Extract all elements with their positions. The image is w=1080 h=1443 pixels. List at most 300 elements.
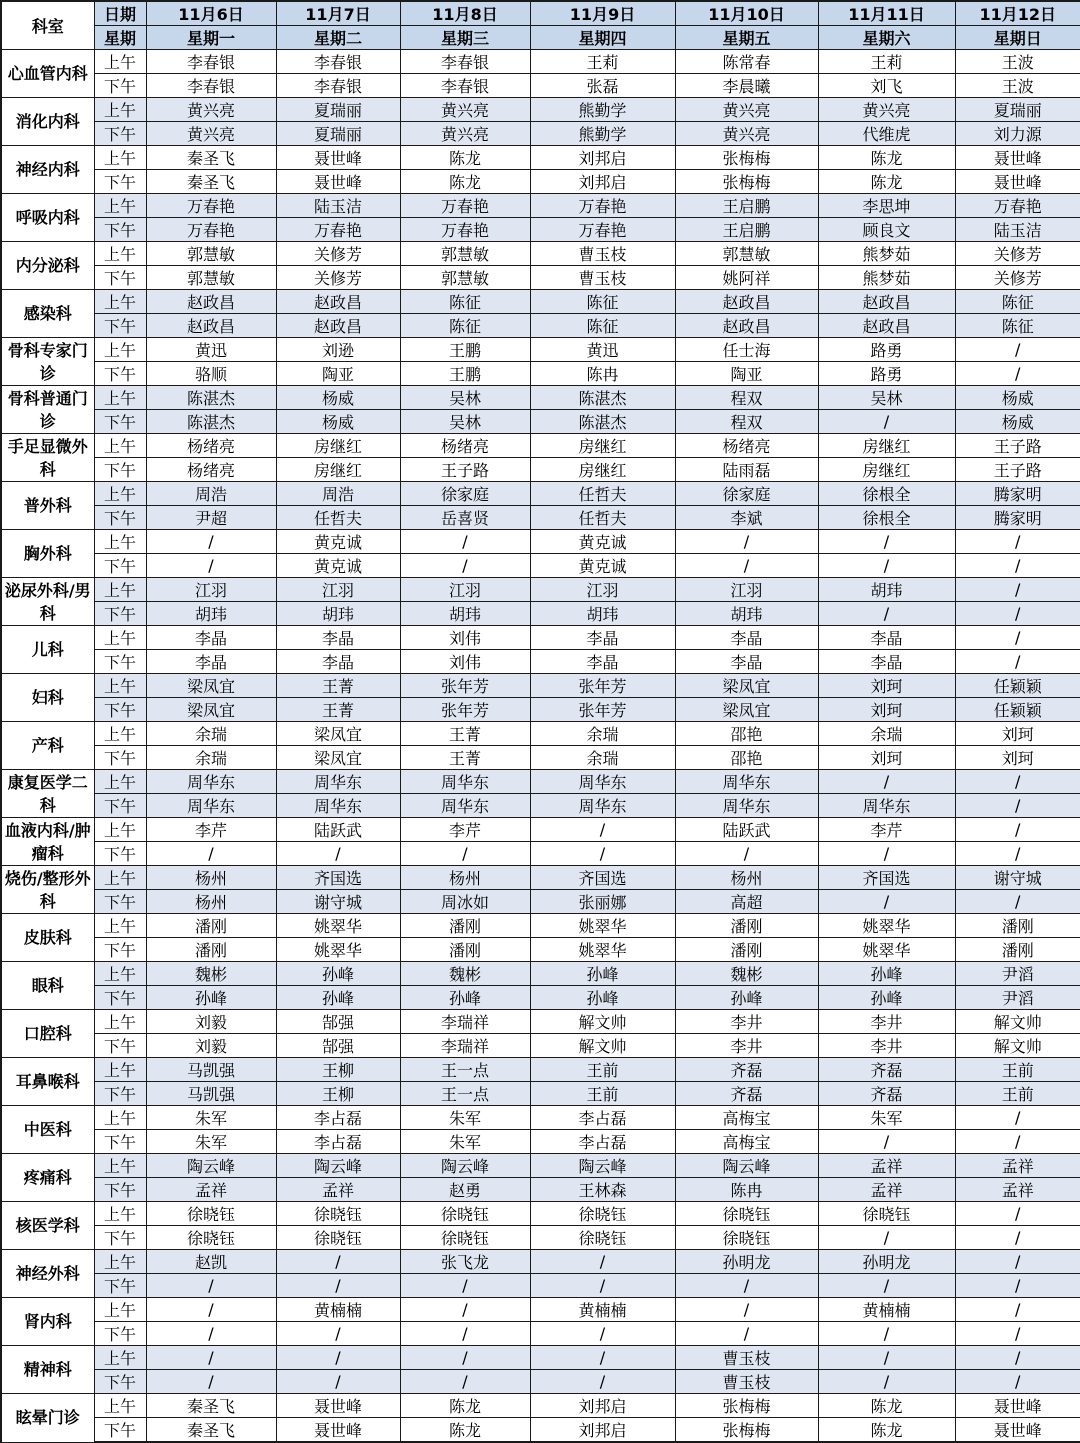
doctor-cell: 徐晓钰 xyxy=(530,1226,675,1250)
doctor-cell: 梁凤宜 xyxy=(146,674,276,698)
doctor-cell: 黄克诚 xyxy=(530,530,675,554)
doctor-cell: 夏瑞丽 xyxy=(955,98,1080,122)
doctor-cell: 江羽 xyxy=(675,578,818,602)
doctor-cell: 赵勇 xyxy=(400,1178,530,1202)
period-afternoon: 下午 xyxy=(94,1274,146,1298)
doctor-cell: 张年芳 xyxy=(400,674,530,698)
doctor-cell: 张梅梅 xyxy=(675,1394,818,1418)
doctor-cell: 朱军 xyxy=(400,1106,530,1130)
department-name: 眩晕门诊 xyxy=(1,1394,94,1443)
doctor-cell: 王林森 xyxy=(530,1178,675,1202)
doctor-cell: 吴林 xyxy=(400,410,530,434)
doctor-cell: 聂世峰 xyxy=(955,1418,1080,1443)
date-header: 11月10日 xyxy=(675,1,818,26)
doctor-cell: 刘邦启 xyxy=(530,170,675,194)
doctor-cell: / xyxy=(146,1298,276,1322)
doctor-cell: 郜强 xyxy=(276,1010,400,1034)
doctor-cell: 陶云峰 xyxy=(400,1154,530,1178)
doctor-cell: 代维虎 xyxy=(818,122,955,146)
period-afternoon: 下午 xyxy=(94,986,146,1010)
table-row xyxy=(1,890,1080,914)
table-row xyxy=(1,1106,1080,1130)
doctor-cell: 王前 xyxy=(955,1058,1080,1082)
doctor-cell: 刘珂 xyxy=(818,698,955,722)
table-row xyxy=(1,50,1080,74)
doctor-cell: 潘刚 xyxy=(146,938,276,962)
doctor-cell: 陆玉洁 xyxy=(276,194,400,218)
doctor-cell: 王菁 xyxy=(400,722,530,746)
doctor-cell: 胡玮 xyxy=(818,578,955,602)
doctor-cell: 徐晓钰 xyxy=(818,1202,955,1226)
doctor-cell: 郭慧敏 xyxy=(146,242,276,266)
doctor-cell: 孙峰 xyxy=(675,986,818,1010)
doctor-cell: 岳喜贤 xyxy=(400,506,530,530)
doctor-cell: 黄兴亮 xyxy=(146,122,276,146)
doctor-cell: / xyxy=(146,554,276,578)
doctor-cell: 孙峰 xyxy=(530,986,675,1010)
doctor-cell: 孙明龙 xyxy=(818,1250,955,1274)
period-afternoon: 下午 xyxy=(94,602,146,626)
doctor-cell: 聂世峰 xyxy=(955,146,1080,170)
doctor-cell: 潘刚 xyxy=(675,914,818,938)
doctor-cell: 黄兴亮 xyxy=(675,122,818,146)
doctor-cell: / xyxy=(818,842,955,866)
doctor-cell: 胡玮 xyxy=(400,602,530,626)
doctor-cell: / xyxy=(276,1346,400,1370)
table-row xyxy=(1,674,1080,698)
doctor-cell: 赵政昌 xyxy=(818,290,955,314)
doctor-cell: / xyxy=(146,1370,276,1394)
period-morning: 上午 xyxy=(94,1250,146,1274)
doctor-cell: / xyxy=(955,890,1080,914)
date-header: 11月7日 xyxy=(276,1,400,26)
doctor-cell: 余瑞 xyxy=(530,722,675,746)
doctor-cell: 解文帅 xyxy=(955,1010,1080,1034)
doctor-cell: 房继红 xyxy=(530,434,675,458)
period-morning: 上午 xyxy=(94,1106,146,1130)
doctor-cell: / xyxy=(400,554,530,578)
department-name: 耳鼻喉科 xyxy=(1,1058,94,1106)
doctor-cell: 魏彬 xyxy=(146,962,276,986)
doctor-cell: 刘邦启 xyxy=(530,146,675,170)
department-name: 消化内科 xyxy=(1,98,94,146)
department-name: 呼吸内科 xyxy=(1,194,94,242)
doctor-cell: 陈征 xyxy=(955,314,1080,338)
doctor-cell: 李春银 xyxy=(400,50,530,74)
doctor-cell: 李占磊 xyxy=(276,1106,400,1130)
doctor-cell: 李春银 xyxy=(276,74,400,98)
doctor-cell: 孙明龙 xyxy=(675,1250,818,1274)
doctor-cell: 朱军 xyxy=(400,1130,530,1154)
doctor-cell: 徐家庭 xyxy=(400,482,530,506)
table-row xyxy=(1,602,1080,626)
doctor-cell: 陶亚 xyxy=(276,362,400,386)
doctor-cell: 徐晓钰 xyxy=(530,1202,675,1226)
table-row xyxy=(1,1274,1080,1298)
doctor-cell: / xyxy=(818,602,955,626)
doctor-cell: 陶云峰 xyxy=(530,1154,675,1178)
doctor-cell: 周华东 xyxy=(400,794,530,818)
doctor-cell: 赵政昌 xyxy=(146,314,276,338)
period-afternoon: 下午 xyxy=(94,938,146,962)
doctor-cell: 王子路 xyxy=(955,434,1080,458)
doctor-cell: 李晶 xyxy=(675,650,818,674)
department-name: 妇科 xyxy=(1,674,94,722)
doctor-cell: 徐晓钰 xyxy=(400,1202,530,1226)
doctor-cell: 陈龙 xyxy=(818,170,955,194)
date-header-row xyxy=(1,1,1080,26)
doctor-cell: 高梅宝 xyxy=(675,1130,818,1154)
doctor-cell: / xyxy=(530,818,675,842)
doctor-cell: 徐晓钰 xyxy=(675,1202,818,1226)
doctor-cell: 李芹 xyxy=(818,818,955,842)
doctor-cell: / xyxy=(276,1274,400,1298)
doctor-cell: 房继红 xyxy=(276,458,400,482)
doctor-cell: / xyxy=(955,362,1080,386)
period-morning: 上午 xyxy=(94,1058,146,1082)
doctor-cell: 王菁 xyxy=(276,698,400,722)
doctor-cell: 周华东 xyxy=(818,794,955,818)
doctor-cell: 吴林 xyxy=(400,386,530,410)
doctor-cell: 黄迅 xyxy=(146,338,276,362)
doctor-cell: 刘逊 xyxy=(276,338,400,362)
doctor-cell: 陈征 xyxy=(530,314,675,338)
doctor-cell: / xyxy=(530,842,675,866)
doctor-cell: / xyxy=(955,842,1080,866)
doctor-cell: 熊梦茹 xyxy=(818,242,955,266)
doctor-cell: / xyxy=(400,1274,530,1298)
period-afternoon: 下午 xyxy=(94,362,146,386)
doctor-cell: 孙峰 xyxy=(276,986,400,1010)
period-morning: 上午 xyxy=(94,722,146,746)
doctor-cell: / xyxy=(675,842,818,866)
doctor-cell: 余瑞 xyxy=(530,746,675,770)
doctor-cell: 梁凤宜 xyxy=(276,722,400,746)
period-afternoon: 下午 xyxy=(94,842,146,866)
doctor-cell: 邵艳 xyxy=(675,722,818,746)
doctor-cell: / xyxy=(955,1130,1080,1154)
doctor-cell: 陈龙 xyxy=(400,1418,530,1443)
doctor-cell: 赵政昌 xyxy=(675,314,818,338)
doctor-cell: 陈龙 xyxy=(400,146,530,170)
doctor-cell: / xyxy=(400,1298,530,1322)
doctor-cell: / xyxy=(955,1250,1080,1274)
doctor-cell: 赵凯 xyxy=(146,1250,276,1274)
doctor-cell: 张飞龙 xyxy=(400,1250,530,1274)
period-morning: 上午 xyxy=(94,866,146,890)
table-row xyxy=(1,962,1080,986)
doctor-cell: 徐晓钰 xyxy=(276,1202,400,1226)
table-row xyxy=(1,266,1080,290)
date-header: 11月11日 xyxy=(818,1,955,26)
period-morning: 上午 xyxy=(94,98,146,122)
table-row xyxy=(1,746,1080,770)
table-row xyxy=(1,98,1080,122)
table-row xyxy=(1,482,1080,506)
doctor-cell: 王一点 xyxy=(400,1082,530,1106)
doctor-cell: 孟祥 xyxy=(146,1178,276,1202)
table-row xyxy=(1,554,1080,578)
doctor-cell: 杨绪亮 xyxy=(400,434,530,458)
doctor-cell: 孟祥 xyxy=(818,1178,955,1202)
doctor-cell: 秦圣飞 xyxy=(146,1418,276,1443)
doctor-cell: 刘伟 xyxy=(400,626,530,650)
doctor-cell: 李占磊 xyxy=(530,1130,675,1154)
doctor-cell: / xyxy=(955,1106,1080,1130)
department-name: 精神科 xyxy=(1,1346,94,1394)
table-row xyxy=(1,530,1080,554)
department-name: 产科 xyxy=(1,722,94,770)
doctor-cell: 陈常春 xyxy=(675,50,818,74)
weekday-header: 星期一 xyxy=(146,26,276,50)
doctor-cell: 张磊 xyxy=(530,74,675,98)
doctor-cell: 陈湛杰 xyxy=(530,410,675,434)
doctor-cell: 李春银 xyxy=(400,74,530,98)
doctor-cell: 李斌 xyxy=(675,506,818,530)
doctor-cell: 万春艳 xyxy=(400,194,530,218)
period-afternoon: 下午 xyxy=(94,1130,146,1154)
doctor-cell: / xyxy=(955,554,1080,578)
doctor-cell: 陆跃武 xyxy=(276,818,400,842)
doctor-cell: 陈湛杰 xyxy=(530,386,675,410)
doctor-cell: 夏瑞丽 xyxy=(276,122,400,146)
doctor-cell: / xyxy=(955,338,1080,362)
doctor-cell: 刘珂 xyxy=(955,746,1080,770)
doctor-cell: 聂世峰 xyxy=(955,170,1080,194)
doctor-cell: 张梅梅 xyxy=(675,146,818,170)
doctor-cell: / xyxy=(400,1370,530,1394)
doctor-cell: 李晶 xyxy=(818,650,955,674)
period-afternoon: 下午 xyxy=(94,650,146,674)
weekday-header: 星期五 xyxy=(675,26,818,50)
doctor-cell: 陈征 xyxy=(955,290,1080,314)
table-row xyxy=(1,1154,1080,1178)
doctor-cell: / xyxy=(955,1370,1080,1394)
period-morning: 上午 xyxy=(94,194,146,218)
doctor-cell: 李晶 xyxy=(146,650,276,674)
doctor-cell: 姚翠华 xyxy=(276,938,400,962)
doctor-cell: 李晨曦 xyxy=(675,74,818,98)
doctor-cell: 陈龙 xyxy=(400,170,530,194)
doctor-cell: 李春银 xyxy=(146,50,276,74)
doctor-cell: 任哲夫 xyxy=(530,482,675,506)
doctor-cell: 姚翠华 xyxy=(818,938,955,962)
doctor-cell: 陈冉 xyxy=(675,1178,818,1202)
department-name: 骨科普通门诊 xyxy=(1,386,94,434)
doctor-cell: 潘刚 xyxy=(400,938,530,962)
table-row xyxy=(1,1322,1080,1346)
doctor-cell: 房继红 xyxy=(530,458,675,482)
doctor-cell: 陆跃武 xyxy=(675,818,818,842)
doctor-cell: / xyxy=(955,1298,1080,1322)
table-row xyxy=(1,362,1080,386)
period-morning: 上午 xyxy=(94,242,146,266)
department-name: 血液内科/肿瘤科 xyxy=(1,818,94,866)
doctor-cell: 梁凤宜 xyxy=(146,698,276,722)
date-label: 日期 xyxy=(94,1,146,26)
doctor-cell: 张年芳 xyxy=(530,674,675,698)
doctor-cell: 徐家庭 xyxy=(675,482,818,506)
doctor-cell: 郜强 xyxy=(276,1034,400,1058)
doctor-cell: 王鹏 xyxy=(400,338,530,362)
table-row xyxy=(1,290,1080,314)
doctor-cell: 聂世峰 xyxy=(276,146,400,170)
doctor-cell: 万春艳 xyxy=(146,194,276,218)
doctor-cell: 顾良文 xyxy=(818,218,955,242)
doctor-cell: 王菁 xyxy=(276,674,400,698)
weekday-header: 星期二 xyxy=(276,26,400,50)
period-morning: 上午 xyxy=(94,1154,146,1178)
department-name: 儿科 xyxy=(1,626,94,674)
doctor-cell: 黄兴亮 xyxy=(400,122,530,146)
doctor-cell: 周华东 xyxy=(675,770,818,794)
doctor-cell: 任哲夫 xyxy=(276,506,400,530)
period-afternoon: 下午 xyxy=(94,890,146,914)
doctor-cell: 王菁 xyxy=(400,746,530,770)
department-name: 手足显微外科 xyxy=(1,434,94,482)
doctor-cell: 陈龙 xyxy=(400,1394,530,1418)
doctor-cell: 余瑞 xyxy=(818,722,955,746)
doctor-cell: / xyxy=(955,1274,1080,1298)
doctor-cell: 周华东 xyxy=(400,770,530,794)
doctor-cell: 孙峰 xyxy=(530,962,675,986)
table-row xyxy=(1,1250,1080,1274)
doctor-cell: 潘刚 xyxy=(146,914,276,938)
period-morning: 上午 xyxy=(94,482,146,506)
doctor-cell: 关修芳 xyxy=(276,266,400,290)
doctor-cell: 解文帅 xyxy=(955,1034,1080,1058)
table-row xyxy=(1,1010,1080,1034)
doctor-cell: 李晶 xyxy=(818,626,955,650)
doctor-cell: 杨绪亮 xyxy=(146,434,276,458)
doctor-cell: 王柳 xyxy=(276,1082,400,1106)
period-afternoon: 下午 xyxy=(94,218,146,242)
doctor-cell: 胡玮 xyxy=(276,602,400,626)
doctor-cell: / xyxy=(818,1370,955,1394)
table-row xyxy=(1,986,1080,1010)
weekday-header: 星期日 xyxy=(955,26,1080,50)
doctor-cell: 李井 xyxy=(675,1034,818,1058)
doctor-cell: / xyxy=(955,1202,1080,1226)
doctor-cell: 朱军 xyxy=(818,1106,955,1130)
table-row xyxy=(1,1202,1080,1226)
doctor-cell: 刘飞 xyxy=(818,74,955,98)
doctor-cell: 齐磊 xyxy=(818,1058,955,1082)
doctor-cell: 周华东 xyxy=(276,770,400,794)
doctor-cell: 杨威 xyxy=(276,410,400,434)
table-row xyxy=(1,1058,1080,1082)
doctor-cell: 孟祥 xyxy=(818,1154,955,1178)
doctor-cell: 黄迅 xyxy=(530,338,675,362)
doctor-cell: 王鹏 xyxy=(400,362,530,386)
doctor-cell: 李井 xyxy=(818,1034,955,1058)
table-row xyxy=(1,698,1080,722)
doctor-cell: 齐磊 xyxy=(675,1082,818,1106)
table-row xyxy=(1,242,1080,266)
doctor-cell: 万春艳 xyxy=(276,218,400,242)
doctor-cell: 魏彬 xyxy=(675,962,818,986)
weekday-label: 星期 xyxy=(94,26,146,50)
doctor-cell: 任颖颖 xyxy=(955,698,1080,722)
doctor-cell: 房继红 xyxy=(818,434,955,458)
doctor-cell: 周浩 xyxy=(276,482,400,506)
doctor-cell: 周华东 xyxy=(530,770,675,794)
doctor-cell: 张梅梅 xyxy=(675,170,818,194)
doctor-cell: 杨威 xyxy=(276,386,400,410)
doctor-cell: 郭慧敏 xyxy=(146,266,276,290)
department-name: 眼科 xyxy=(1,962,94,1010)
department-name: 内分泌科 xyxy=(1,242,94,290)
doctor-cell: 王前 xyxy=(530,1058,675,1082)
period-afternoon: 下午 xyxy=(94,410,146,434)
doctor-cell: 任哲夫 xyxy=(530,506,675,530)
doctor-cell: / xyxy=(530,1322,675,1346)
doctor-cell: 赵政昌 xyxy=(146,290,276,314)
table-row xyxy=(1,194,1080,218)
doctor-cell: 刘伟 xyxy=(400,650,530,674)
doctor-cell: / xyxy=(818,1130,955,1154)
table-row xyxy=(1,650,1080,674)
doctor-cell: 刘邦启 xyxy=(530,1418,675,1443)
doctor-cell: 刘珂 xyxy=(818,746,955,770)
department-name: 疼痛科 xyxy=(1,1154,94,1202)
doctor-cell: 徐根全 xyxy=(818,506,955,530)
period-afternoon: 下午 xyxy=(94,1322,146,1346)
doctor-cell: / xyxy=(530,1370,675,1394)
doctor-cell: 余瑞 xyxy=(146,746,276,770)
doctor-cell: 李晶 xyxy=(276,650,400,674)
doctor-cell: 李晶 xyxy=(276,626,400,650)
doctor-cell: 杨绪亮 xyxy=(146,458,276,482)
doctor-cell: 赵政昌 xyxy=(276,290,400,314)
period-morning: 上午 xyxy=(94,290,146,314)
doctor-cell: 路勇 xyxy=(818,362,955,386)
department-name: 康复医学二科 xyxy=(1,770,94,818)
doctor-cell: 杨威 xyxy=(955,386,1080,410)
doctor-cell: 关修芳 xyxy=(276,242,400,266)
date-header: 11月12日 xyxy=(955,1,1080,26)
doctor-cell: 齐国选 xyxy=(818,866,955,890)
doctor-cell: 朱军 xyxy=(146,1130,276,1154)
doctor-cell: 谢守城 xyxy=(955,866,1080,890)
doctor-cell: 万春艳 xyxy=(530,218,675,242)
date-header: 11月9日 xyxy=(530,1,675,26)
table-row xyxy=(1,338,1080,362)
weekday-header-row xyxy=(1,26,1080,50)
department-name: 核医学科 xyxy=(1,1202,94,1250)
doctor-cell: 王柳 xyxy=(276,1058,400,1082)
doctor-cell: / xyxy=(146,1346,276,1370)
weekday-header: 星期四 xyxy=(530,26,675,50)
doctor-cell: 孟祥 xyxy=(276,1178,400,1202)
doctor-cell: 聂世峰 xyxy=(955,1394,1080,1418)
doctor-cell: / xyxy=(675,554,818,578)
period-afternoon: 下午 xyxy=(94,1082,146,1106)
doctor-cell: / xyxy=(955,794,1080,818)
doctor-cell: 高超 xyxy=(675,890,818,914)
doctor-cell: 万春艳 xyxy=(146,218,276,242)
doctor-cell: 杨绪亮 xyxy=(675,434,818,458)
doctor-cell: 孙峰 xyxy=(400,986,530,1010)
doctor-cell: 王子路 xyxy=(955,458,1080,482)
doctor-cell: / xyxy=(146,530,276,554)
doctor-cell: 陶云峰 xyxy=(675,1154,818,1178)
doctor-cell: 李瑞祥 xyxy=(400,1010,530,1034)
doctor-cell: 陈龙 xyxy=(818,1418,955,1443)
period-afternoon: 下午 xyxy=(94,314,146,338)
doctor-cell: 熊梦茹 xyxy=(818,266,955,290)
doctor-cell: 孙峰 xyxy=(818,962,955,986)
